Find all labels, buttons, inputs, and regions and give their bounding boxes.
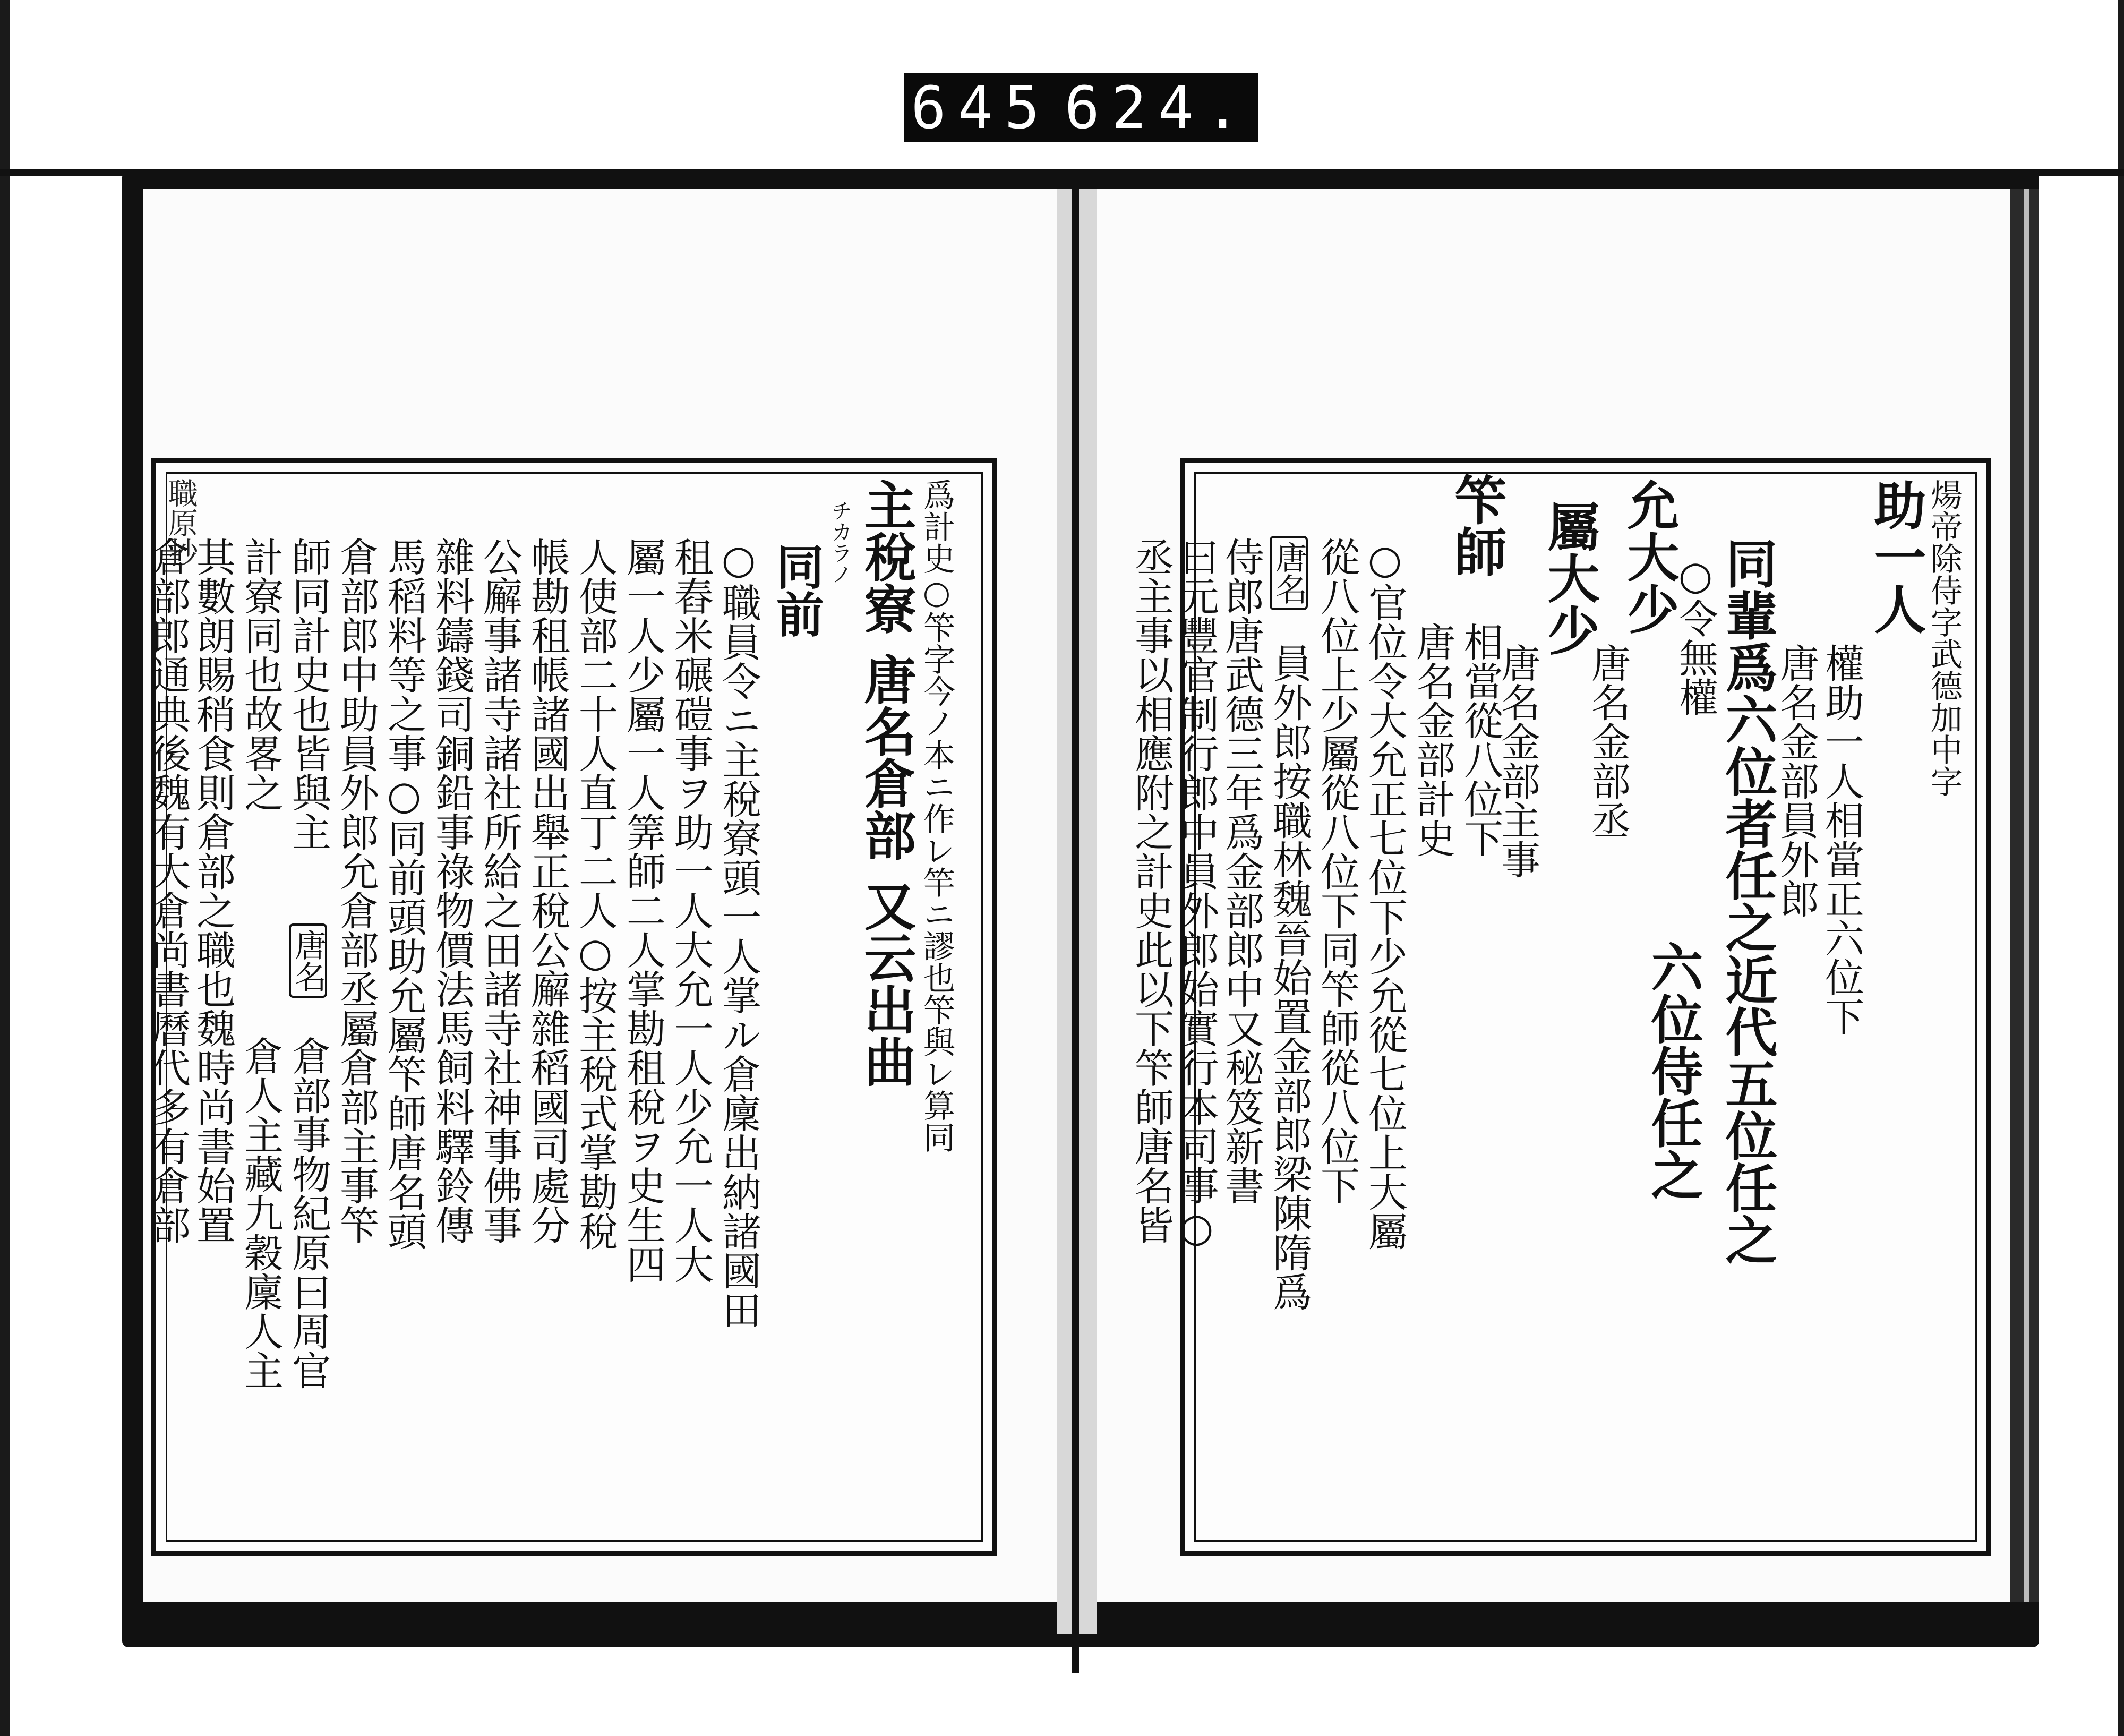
left-col-5: ○職員令ニ主稅寮頭一人掌ル倉廩出納諸國田 [716,537,761,1329]
left-col-1: 爲計史○笇字今ノ本ニ作レ竿ニ謬也笇與レ算同 [918,478,955,1153]
scan-edge-left [0,0,10,1736]
right-col-8: 唐名金部丞 [1585,643,1631,840]
left-col-6: 租舂米碾磑事ヲ助一人大允一人少允一人大 [668,537,714,1284]
left-name-tag-col [289,919,327,1002]
right-col-heading-suke: 助一人 [1865,478,1926,635]
right-col-13: 相當從八位下 [1458,622,1503,858]
frame-number-left: 645 [911,74,1052,142]
left-col-19: 倉部郎通典後魏有大倉尚書曆代多有倉部 [145,537,191,1244]
left-col-7: 屬一人少屬一人筭師二人掌勘租稅ヲ史生四 [620,537,666,1284]
left-text-frame [145,458,997,1556]
left-col-8: 人使部二十人直丁二人○按主稅式掌勘稅 [572,537,618,1251]
left-col-15: 倉部事物紀原曰周官 [286,1036,331,1390]
right-text-frame [1128,458,1991,1556]
left-col-9: 帳勘租帳諸國出舉正稅公廨雜稻國司處分 [525,537,570,1244]
right-page-edge-highlight [2024,189,2029,1602]
right-col-5: 同輩爲六位者任之近代五位任之 [1717,537,1778,1265]
right-col-20: 丞主事以相應附之計史此以下笇師唐名皆 [1128,537,1174,1244]
scan-edge-right [2118,0,2124,1736]
right-col-6: ○令無權 [1673,553,1718,716]
left-col-heading-shuzeiryo: 主稅寮 唐名倉部 又云出曲 [855,478,917,1088]
right-name-tag-col [1270,532,1308,614]
frame-number-right: 624. [1064,74,1252,142]
left-col-16: 計寮同也故畧之 [238,537,284,812]
right-col-17: 員外郎按職林魏晉始置金部郎梁陳隋爲 [1266,643,1312,1311]
left-col-14: 師同計史也皆與主 [286,537,331,851]
right-col-18: 侍郎唐武德三年爲金部郎中又秘笈新書 [1219,537,1264,1205]
right-col-heading-sanshi: 笇師 [1446,473,1507,577]
right-col-1: 煬帝除侍字武德加中字 [1925,478,1963,797]
left-col-11: 雜料鑄錢司銅鉛事祿物價法馬飼料驛鈴傳 [429,537,475,1244]
left-col-12: 馬稻料等之事○同前頭助允屬笇師唐名頭 [381,537,427,1251]
left-col-doozen: 同前 [768,542,824,638]
right-col-11: 唐名金部主事 [1495,643,1540,879]
name-tag-karana-right: 唐名 [1270,536,1308,610]
left-col-furigana: チカラノ [828,500,852,585]
name-tag-karana: 唐名 [289,923,327,998]
right-col-14: 唐名金部計史 [1410,622,1455,858]
right-col-19: 曰元豐官制行郎中員外郎始實行本司事○ [1174,537,1219,1251]
left-col-10: 公廨事諸寺諸社所給之田諸寺社神事佛事 [477,537,523,1244]
frame-number-label [904,73,1258,142]
left-col-13: 倉部郎中助員外郎允倉部丞屬倉部主事笇 [333,537,379,1244]
right-col-heading-sakan: 屬大少 [1539,500,1600,656]
right-col-9: 六位侍任之 [1642,940,1703,1201]
left-margin-title: 職原抄 [164,478,198,567]
right-col-15: ○官位令大允正七位下少允從七位上大屬 [1362,537,1408,1251]
gutter-line [1072,175,1079,1673]
right-col-3: 權助一人相當正六位下 [1819,643,1864,1036]
left-col-17: 倉人主藏九穀廩人主 [238,1036,284,1390]
right-col-16: 從八位上少屬從八位下同笇師從八位下 [1314,537,1360,1205]
right-col-heading-jo: 允大少 [1618,478,1680,635]
left-col-18: 其數朗賜稍食則倉部之職也魏時尚書始置 [190,537,236,1244]
right-col-4: 唐名金部員外郎 [1774,643,1819,918]
